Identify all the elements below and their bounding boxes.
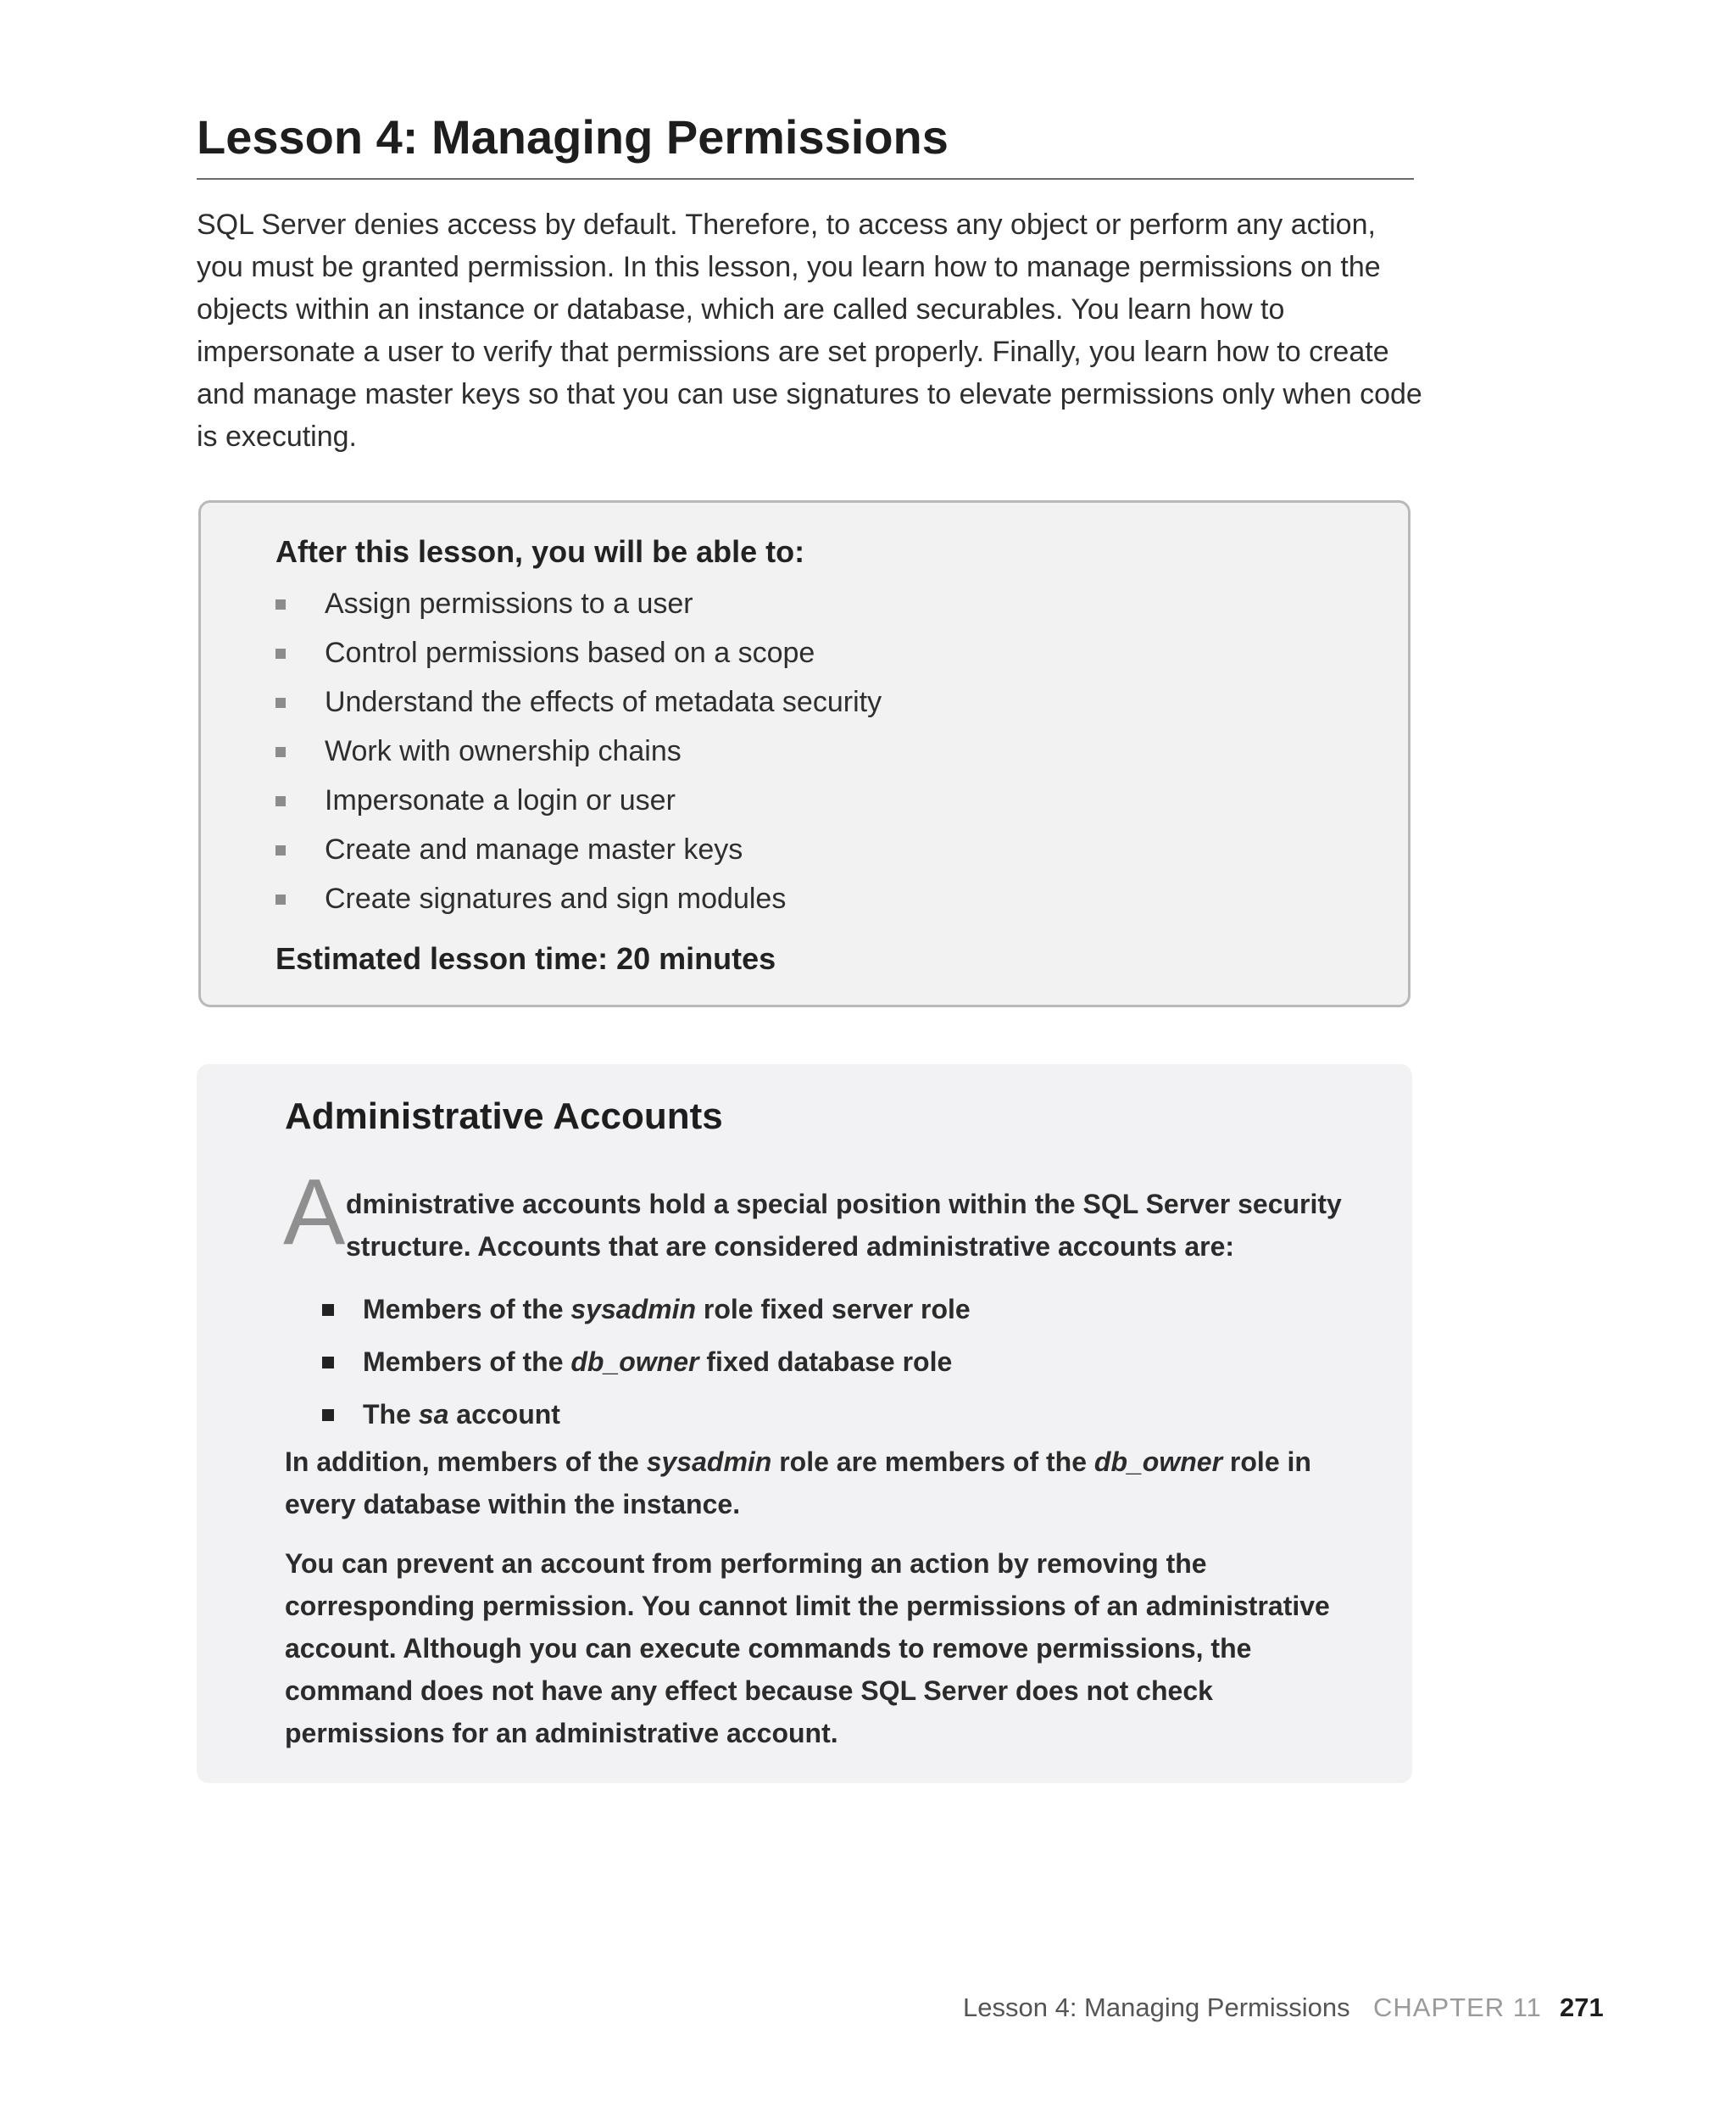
list-term: sysadmin (570, 1294, 696, 1324)
para-term: db_owner (1093, 1446, 1223, 1477)
square-bullet-icon (275, 747, 286, 757)
para-text: role in every database within the instance. (285, 1446, 1311, 1519)
objectives-list (275, 579, 882, 923)
administrative-accounts-sidebar (197, 1064, 1412, 1783)
objective-text: Understand the effects of metadata security (325, 686, 882, 718)
sidebar-heading: Administrative Accounts (285, 1095, 723, 1137)
list-text: Members of the (363, 1346, 571, 1377)
objective-text: Assign permissions to a user (325, 588, 693, 620)
footer-lesson-title: Lesson 4: Managing Permissions (963, 1993, 1350, 2022)
para-text: In addition, members of the (285, 1446, 647, 1477)
square-bullet-icon (322, 1357, 334, 1368)
list-text: account (448, 1399, 560, 1430)
title-divider (197, 178, 1414, 180)
objective-text: Impersonate a login or user (325, 784, 676, 817)
list-term: db_owner (570, 1346, 699, 1377)
square-bullet-icon (275, 698, 286, 708)
objective-item (275, 677, 882, 727)
sidebar-paragraph-2 (285, 1441, 1336, 1525)
objective-text: Control permissions based on a scope (325, 637, 815, 669)
admin-accounts-list (322, 1283, 971, 1441)
page-number: 271 (1560, 1993, 1604, 2022)
lesson-objectives-box (198, 500, 1410, 1007)
objective-item (275, 825, 882, 874)
objective-item (275, 874, 882, 923)
list-text: Members of the (363, 1294, 571, 1324)
square-bullet-icon (322, 1304, 334, 1316)
square-bullet-icon (275, 796, 286, 806)
objectives-heading: After this lesson, you will be able to: (275, 534, 805, 569)
admin-account-item (322, 1388, 971, 1441)
objective-text: Create signatures and sign modules (325, 883, 787, 915)
square-bullet-icon (275, 895, 286, 905)
admin-account-item (322, 1283, 971, 1335)
objective-item (275, 727, 882, 776)
square-bullet-icon (275, 845, 286, 856)
objective-item (275, 776, 882, 825)
objective-item (275, 579, 882, 628)
page-title: Lesson 4: Managing Permissions (197, 110, 949, 164)
objective-text: Create and manage master keys (325, 833, 743, 866)
footer-chapter-label: CHAPTER 11 (1373, 1993, 1542, 2022)
objective-item (275, 628, 882, 677)
para-term: sysadmin (646, 1446, 772, 1477)
drop-cap: A (283, 1160, 346, 1264)
intro-paragraph: SQL Server denies access by default. Therefore, to access any object or perform any action, you must be granted permission. In this lesson, you learn how to manage permissions on the objects within an instance or database, which are called securables. You learn how to impersonate a user to verify that permissions are set properly. Finally, you learn how to create and manage master keys so that you can use signatures to elevate permissions only when code is executing. (197, 209, 1422, 453)
list-text: role fixed server role (696, 1294, 971, 1324)
list-term: sa (418, 1399, 449, 1430)
sidebar-intro-paragraph: dministrative accounts hold a special position within the SQL Server security structure. Accounts that are considered administrative accounts are: (346, 1189, 1342, 1262)
estimated-lesson-time: Estimated lesson time: 20 minutes (275, 941, 776, 976)
objective-text: Work with ownership chains (325, 735, 682, 767)
list-text: fixed database role (698, 1346, 953, 1377)
square-bullet-icon (322, 1409, 334, 1421)
para-text: role are members of the (771, 1446, 1094, 1477)
sidebar-paragraph-3: You can prevent an account from performing an action by removing the corresponding permission. You cannot limit the permissions of an administrative account. Although you can execute commands to remove permissions, the command does not have any effect because SQL Server does not check permissions for an administrative account. (285, 1548, 1330, 1748)
square-bullet-icon (275, 599, 286, 610)
list-text: The (363, 1399, 419, 1430)
admin-account-item (322, 1335, 971, 1388)
square-bullet-icon (275, 649, 286, 659)
